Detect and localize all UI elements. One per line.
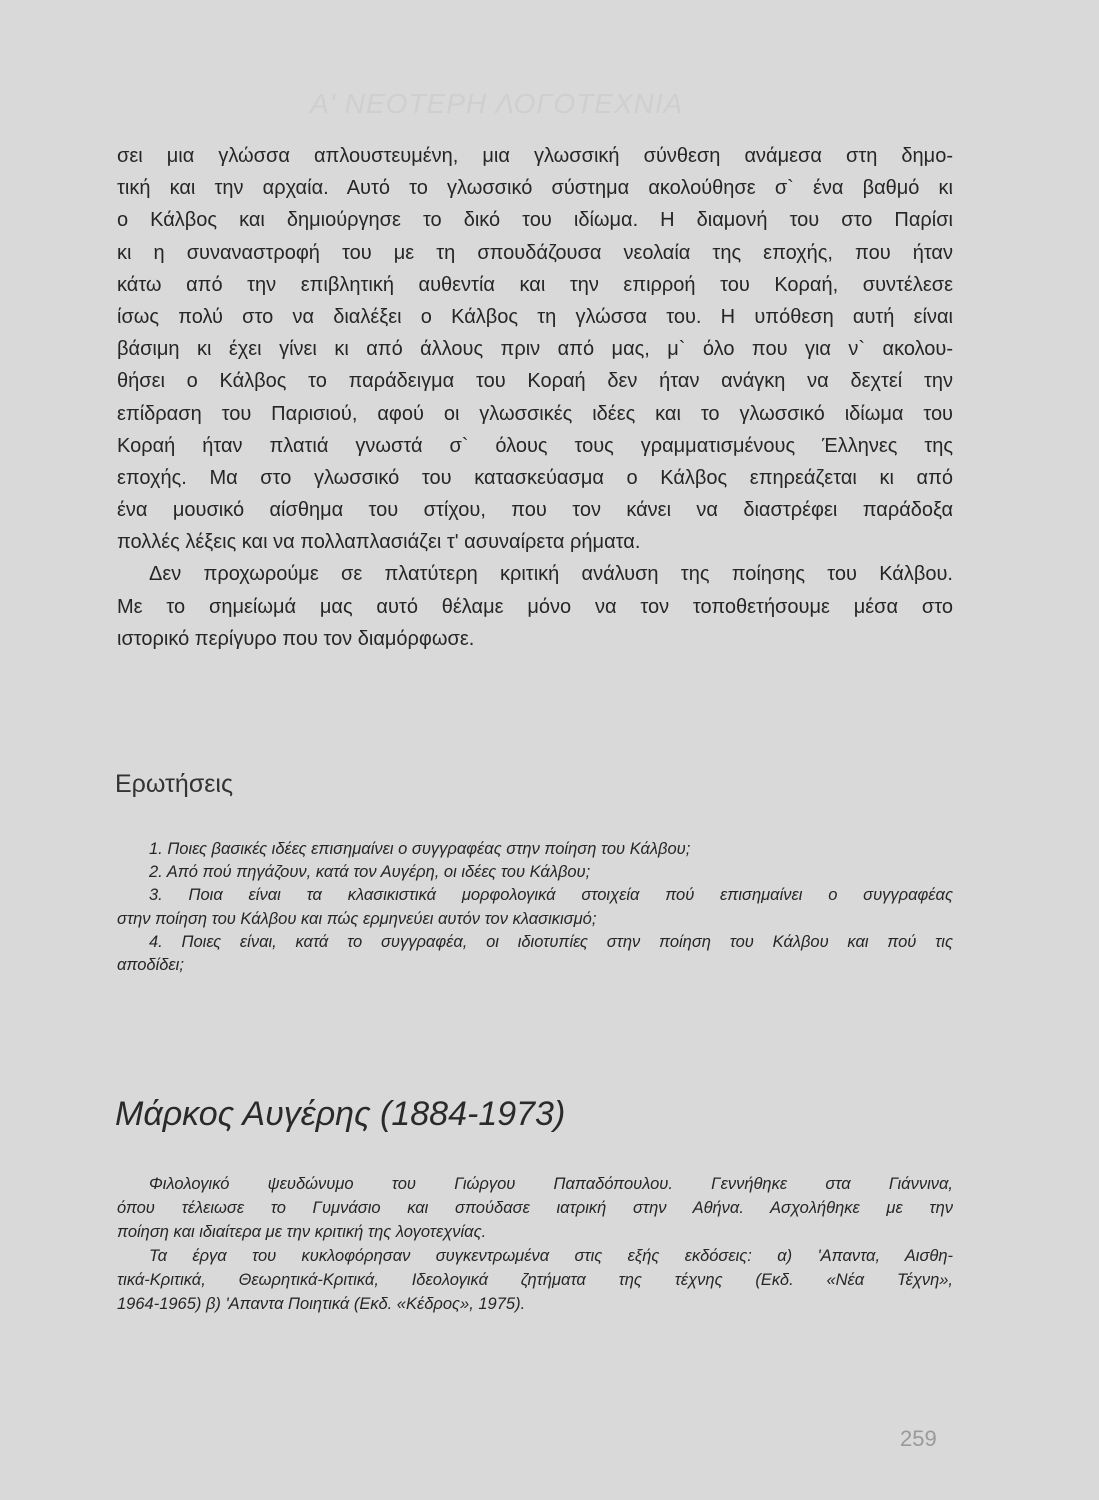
- question-line: 4. Ποιες είναι, κατά το συγγραφέα, οι ιδιοτυπίες στην ποίηση του Κάλβου και πού τις: [149, 932, 953, 951]
- text-line: Με το σημείωμά μας αυτό θέλαμε μόνο να τον τοποθετήσουμε μέσα στο: [117, 595, 953, 618]
- text-line: τική και την αρχαία. Αυτό το γλωσσικό σύστημα ακολούθησε σ` ένα βαθμό κι: [117, 177, 953, 200]
- text-line: πολλές λέξεις και να πολλαπλασιάζει τ' ασυναίρετα ρήματα.: [117, 531, 641, 554]
- text-line: εποχής. Μα στο γλωσσικό του κατασκεύασμα ο Κάλβος επηρεάζεται κι από: [117, 466, 953, 489]
- text-line: κάτω από την επιβλητική αυθεντία και την επιρροή του Κοραή, συντέλεσε: [117, 273, 953, 296]
- text-line: ιστορικό περίγυρο που τον διαμόρφωσε.: [117, 627, 475, 650]
- text-line: Δεν προχωρούμε σε πλατύτερη κριτική ανάλυση της ποίησης του Κάλβου.: [149, 563, 953, 586]
- text-line: επίδραση του Παρισιού, αφού οι γλωσσικές ιδέες και το γλωσσικό ιδίωμα του: [117, 402, 953, 425]
- bio-line: 1964-1965) β) 'Απαντα Ποιητικά (Εκδ. «Κέδρος», 1975).: [117, 1295, 526, 1313]
- running-head: Α' ΝΕΟΤΕΡΗ ΛΟΓΟΤΕΧΝΙΑ: [310, 88, 684, 119]
- question-line: 3. Ποια είναι τα κλασικιστικά μορφολογικά στοιχεία πού επισημαίνει ο συγγραφέας: [149, 886, 953, 905]
- author-title: Μάρκος Αυγέρης (1884-1973): [115, 1095, 566, 1133]
- bio-line: ποίηση και ιδιαίτερα με την κριτική της λογοτεχνίας.: [117, 1223, 487, 1241]
- page-number: 259: [900, 1426, 937, 1451]
- text-line: ένα μουσικό αίσθημα του στίχου, που τον κάνει να διαστρέφει παράδοξα: [117, 499, 953, 522]
- question-line: αποδίδει;: [117, 955, 184, 974]
- text-line: βάσιμη κι έχει γίνει κι από άλλους πριν από μας, μ` όλο που για ν` ακολου-: [117, 338, 953, 361]
- questions-list: [117, 838, 953, 977]
- author-bio: [117, 1172, 953, 1316]
- question-line: 2. Από πού πηγάζουν, κατά τον Αυγέρη, οι ιδέες του Κάλβου;: [149, 863, 591, 882]
- bio-line: τικά-Κριτικά, Θεωρητικά-Κριτικά, Ιδεολογικά ζητήματα της τέχνης (Εκδ. «Νέα Τέχνη»,: [117, 1271, 953, 1289]
- question-line: 1. Ποιες βασικές ιδέες επισημαίνει ο συγγραφέας στην ποίηση του Κάλβου;: [149, 840, 691, 858]
- text-line: Κοραή ήταν πλατιά γνωστά σ` όλους τους γραμματισμένους Έλληνες της: [117, 434, 953, 457]
- text-line: ίσως πολύ στο να διαλέξει ο Κάλβος τη γλώσσα του. Η υπόθεση αυτή είναι: [117, 305, 953, 328]
- bio-line: Φιλολογικό ψευδώνυμο του Γιώργου Παπαδόπουλου. Γεννήθηκε στα Γιάννινα,: [149, 1175, 953, 1193]
- questions-heading: Ερωτήσεις: [115, 770, 234, 798]
- bio-line: όπου τέλειωσε το Γυμνάσιο και σπούδασε ιατρική στην Αθήνα. Ασχολήθηκε με την: [117, 1199, 953, 1217]
- text-line: ο Κάλβος και δημιούργησε το δικό του ιδίωμα. Η διαμονή του στο Παρίσι: [117, 209, 953, 232]
- text-line: θήσει ο Κάλβος το παράδειγμα του Κοραή δεν ήταν ανάγκη να δεχτεί την: [117, 370, 953, 393]
- text-line: κι η συναναστροφή του με τη σπουδάζουσα νεολαία της εποχής, που ήταν: [117, 241, 953, 264]
- body-text: [117, 140, 953, 655]
- question-line: στην ποίηση του Κάλβου και πώς ερμηνεύει αυτόν τον κλασικισμό;: [117, 909, 597, 928]
- text-line: σει μια γλώσσα απλουστευμένη, μια γλωσσική σύνθεση ανάμεσα στη δημο-: [117, 145, 953, 167]
- bio-line: Τα έργα του κυκλοφόρησαν συγκεντρωμένα στις εξής εκδόσεις: α) 'Απαντα, Αισθη-: [149, 1247, 953, 1265]
